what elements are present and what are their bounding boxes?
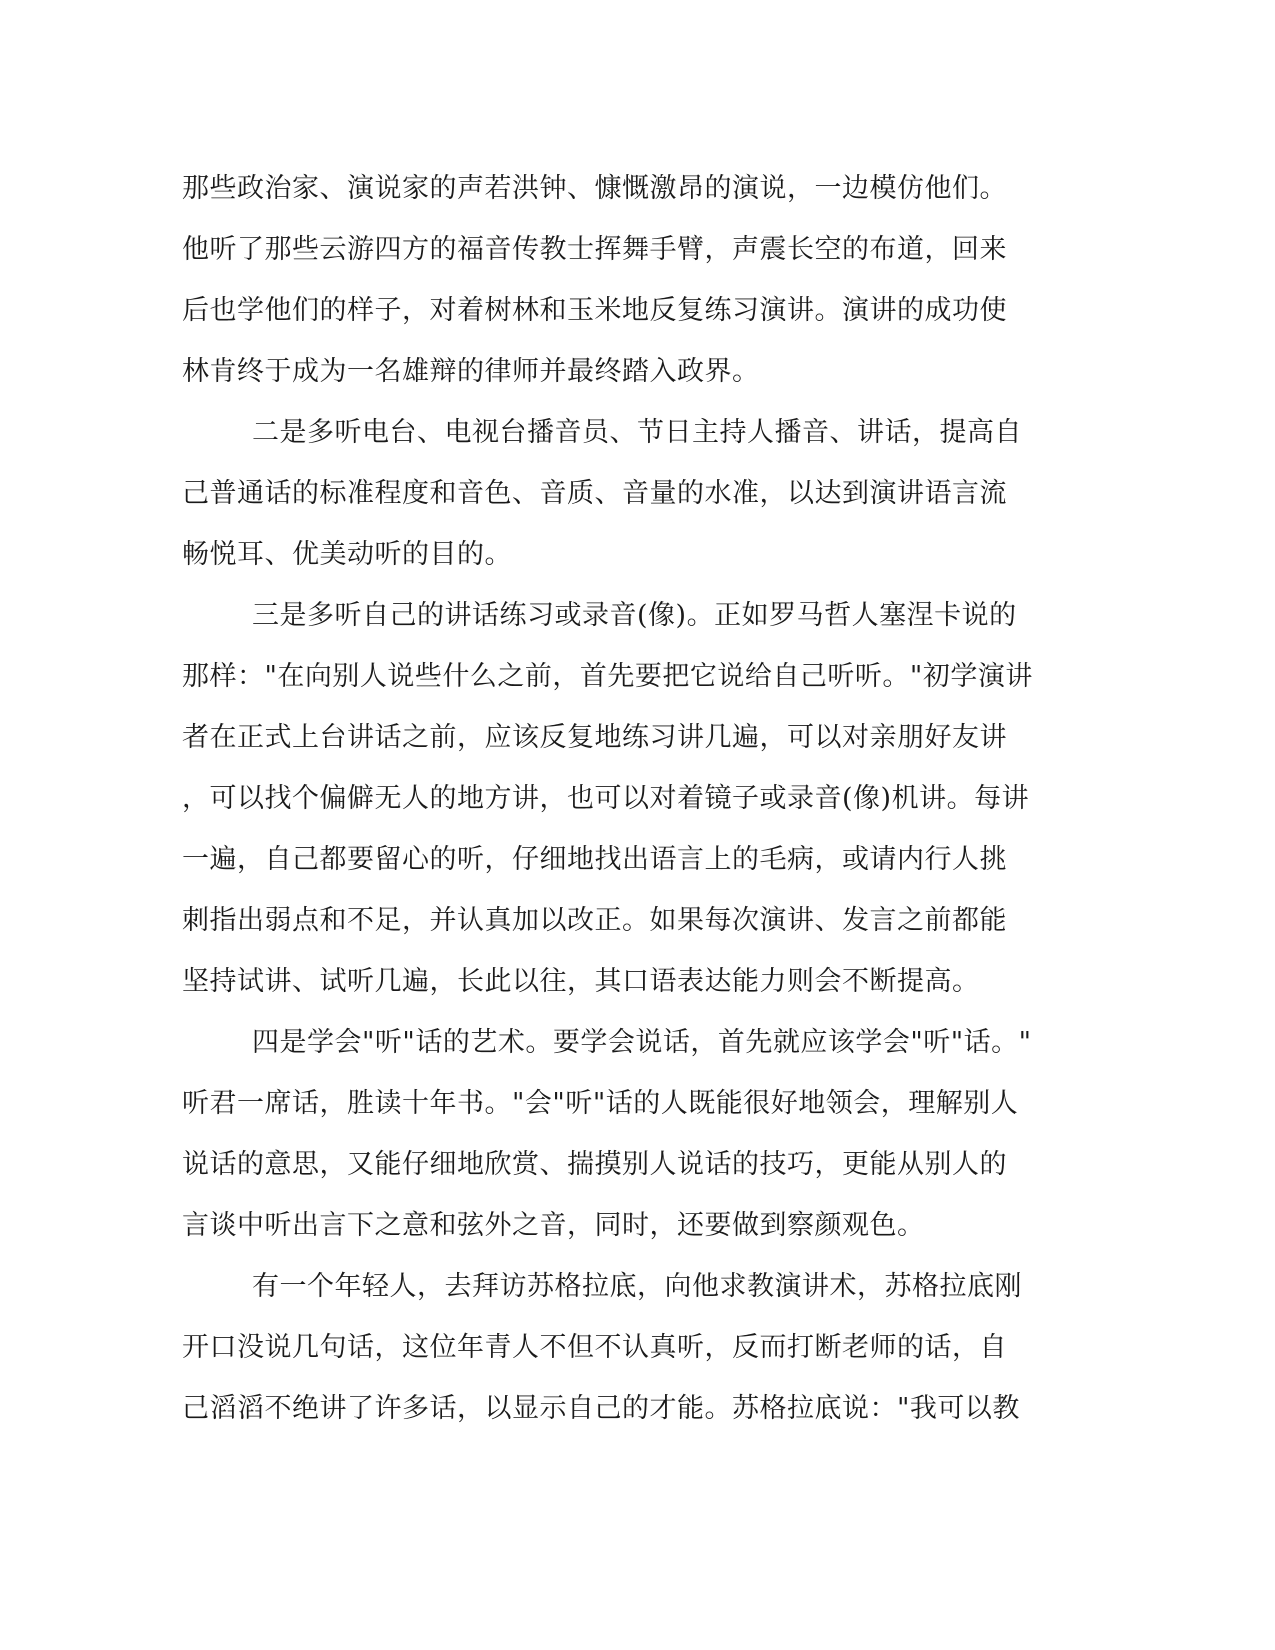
text-line: 听君一席话，胜读十年书。"会"听"话的人既能很好地领会，理解别人 [182, 1088, 1019, 1119]
text-line: 他听了那些云游四方的福音传教士挥舞手臂，声震长空的布道，回来 [182, 234, 1007, 265]
text-line: 林肯终于成为一名雄辩的律师并最终踏入政界。 [182, 356, 760, 387]
text-line: 开口没说几句话，这位年青人不但不认真听，反而打断老师的话，自 [182, 1332, 1007, 1363]
text-line: 者在正式上台讲话之前，应该反复地练习讲几遍，可以对亲朋好友讲 [182, 722, 1007, 753]
text-line: 坚持试讲、试听几遍，长此以往，其口语表达能力则会不断提高。 [182, 966, 980, 997]
text-line: 后也学他们的样子，对着树林和玉米地反复练习演讲。演讲的成功使 [182, 295, 1007, 326]
text-line: 畅悦耳、优美动听的目的。 [182, 539, 512, 570]
text-line: 己普通话的标准程度和音色、音质、音量的水准，以达到演讲语言流 [182, 478, 1007, 509]
text-line: 一遍，自己都要留心的听，仔细地找出语言上的毛病，或请内行人挑 [182, 844, 1007, 875]
text-line: 那样："在向别人说些什么之前，首先要把它说给自己听听。"初学演讲 [182, 661, 1033, 692]
text-line: 那些政治家、演说家的声若洪钟、慷慨激昂的演说，一边模仿他们。 [182, 173, 1007, 204]
text-line: 言谈中听出言下之意和弦外之音，同时，还要做到察颜观色。 [182, 1210, 925, 1241]
text-line: ，可以找个偏僻无人的地方讲，也可以对着镜子或录音(像)机讲。每讲 [182, 783, 1030, 814]
text-line: 说话的意思，又能仔细地欣赏、揣摸别人说话的技巧，更能从别人的 [182, 1149, 1007, 1180]
paragraph-start-line: 二是多听电台、电视台播音员、节日主持人播音、讲话，提高自 [252, 417, 1022, 448]
text-line: 刺指出弱点和不足，并认真加以改正。如果每次演讲、发言之前都能 [182, 905, 1007, 936]
paragraph-start-line: 三是多听自己的讲话练习或录音(像)。正如罗马哲人塞涅卡说的 [252, 600, 1017, 631]
text-line: 己滔滔不绝讲了许多话，以显示自己的才能。苏格拉底说："我可以教 [182, 1393, 1020, 1424]
body-text [182, 158, 1042, 1439]
paragraph-start-line: 四是学会"听"话的艺术。要学会说话，首先就应该学会"听"话。" [252, 1027, 1032, 1058]
paragraph-start-line: 有一个年轻人，去拜访苏格拉底，向他求教演讲术，苏格拉底刚 [252, 1271, 1022, 1302]
